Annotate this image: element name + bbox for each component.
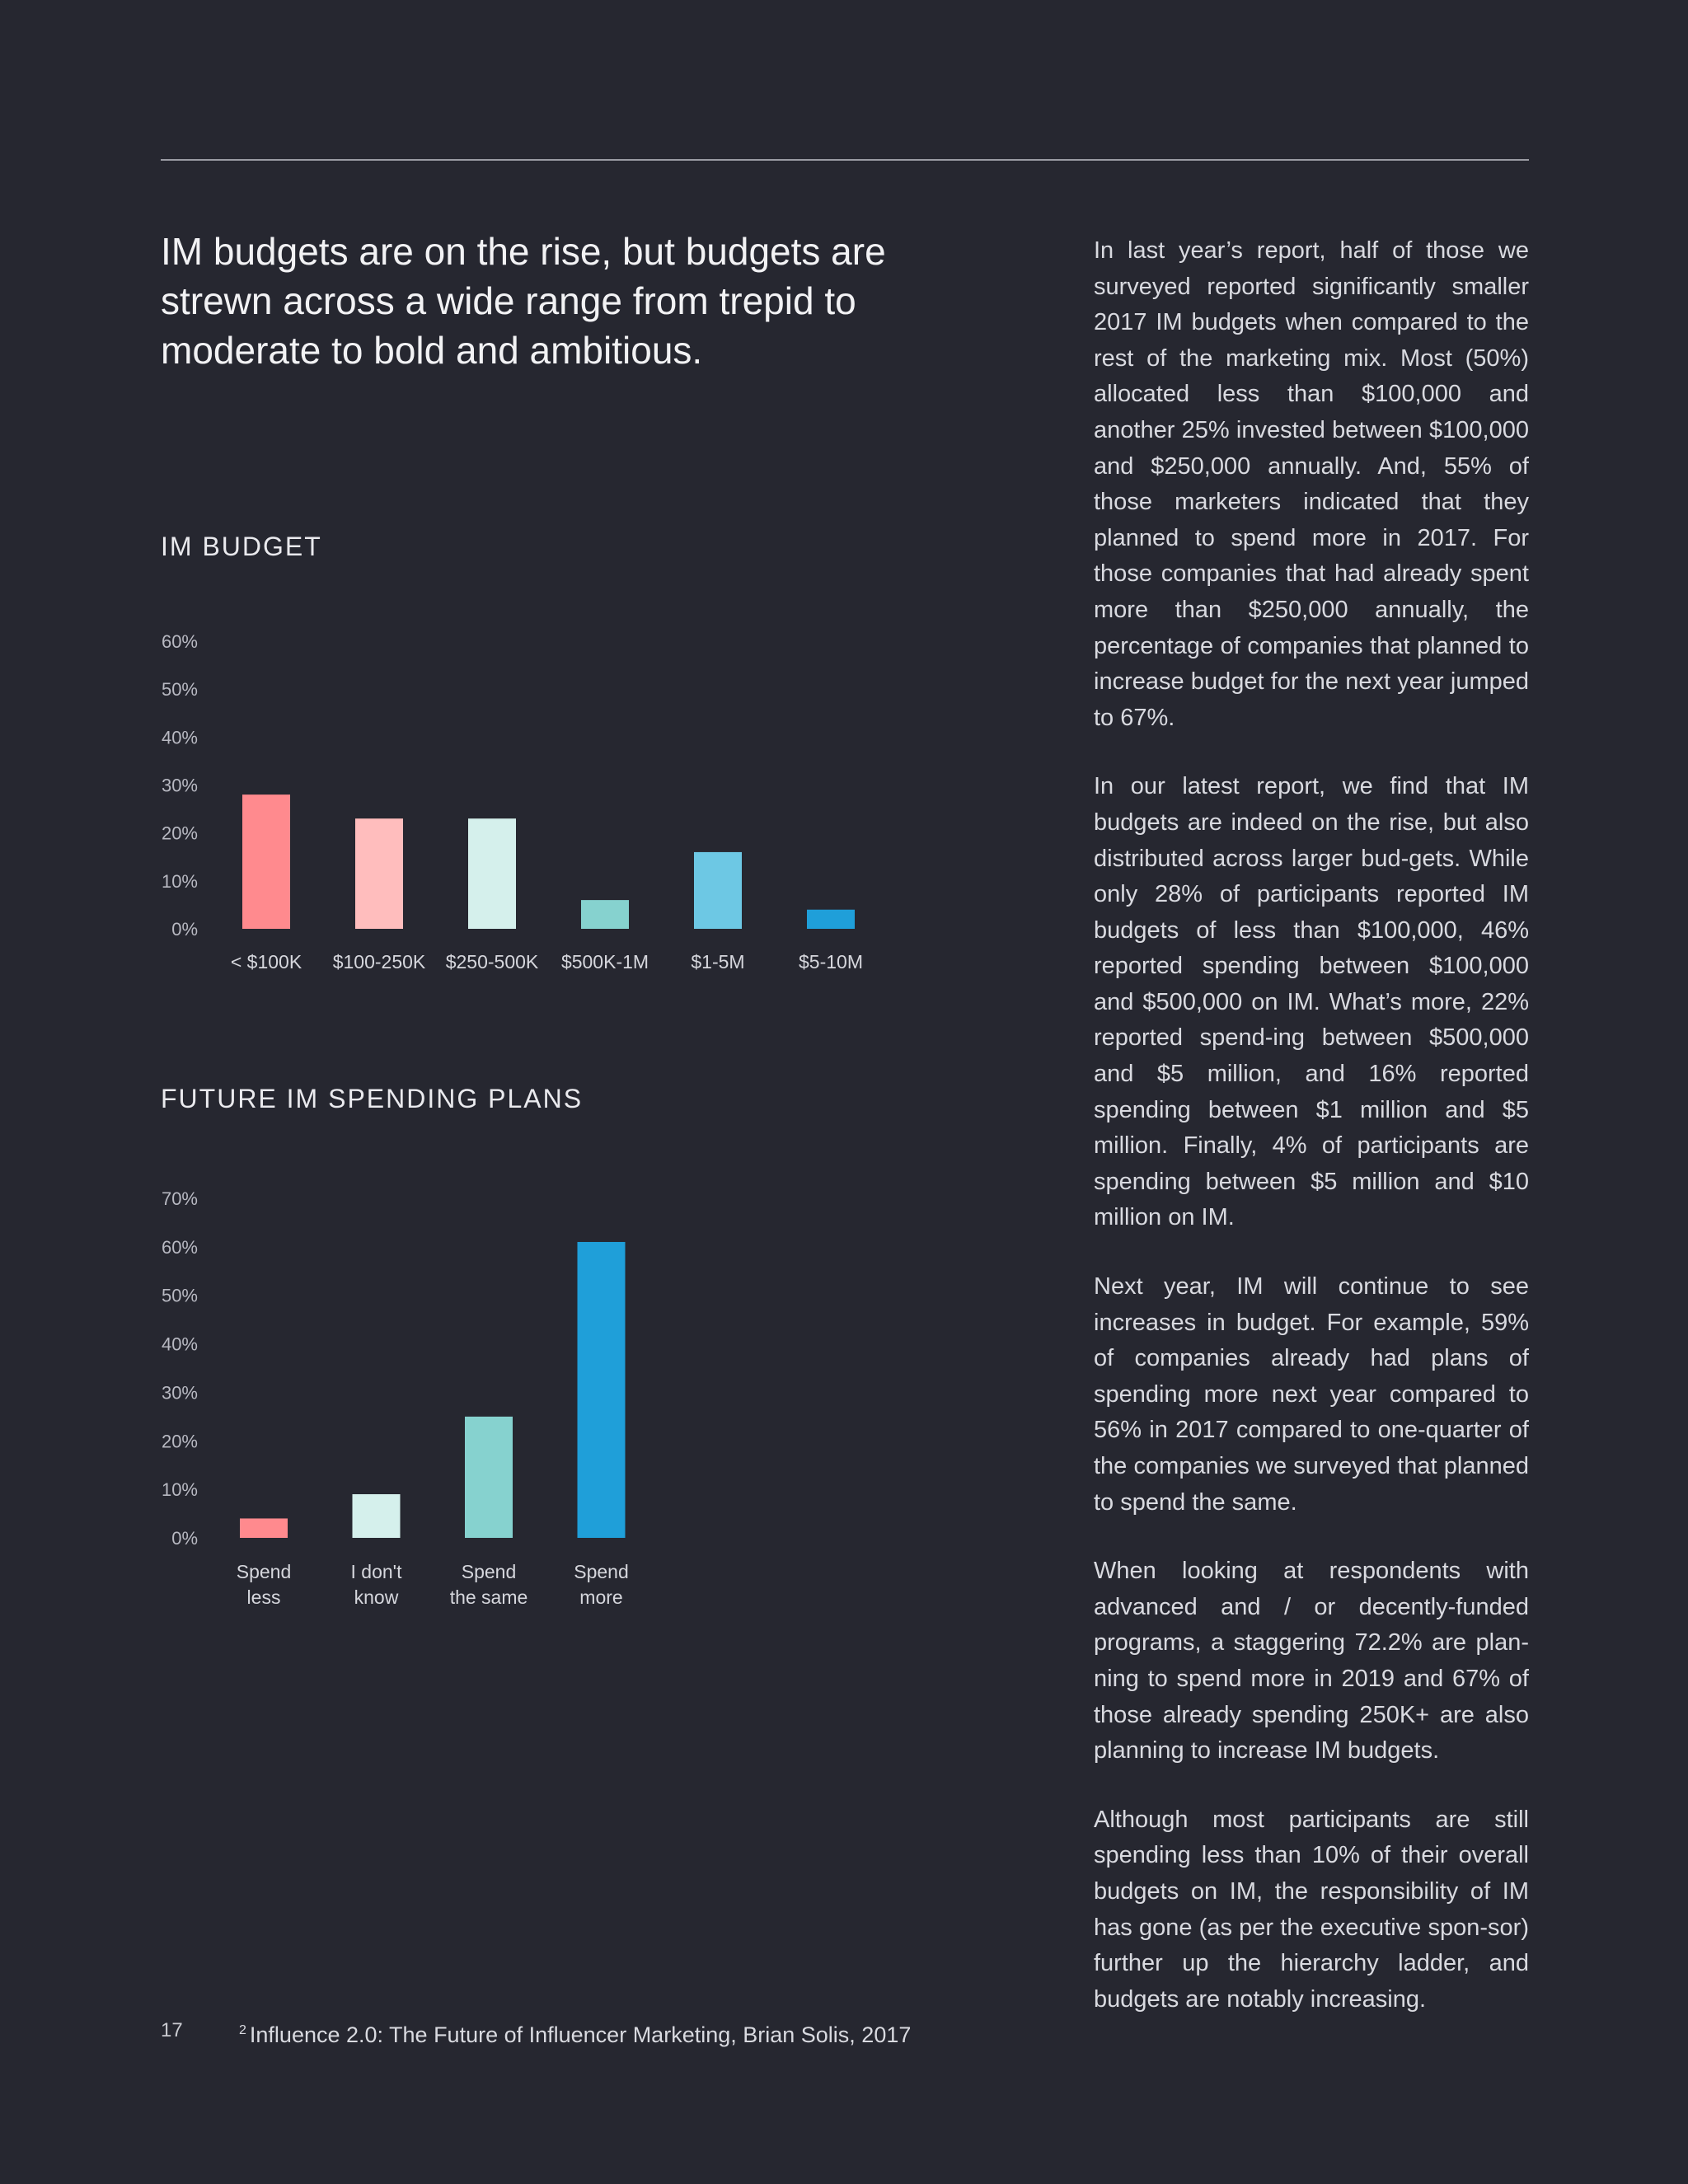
category-label: < $100K: [230, 951, 302, 972]
y-tick-label: 30%: [161, 1382, 198, 1404]
y-tick-label: 40%: [161, 1333, 198, 1355]
y-tick-label: 20%: [161, 823, 198, 844]
y-tick-label: 30%: [161, 775, 198, 796]
bar: [240, 1518, 288, 1538]
y-tick-label: 50%: [161, 679, 198, 701]
body-paragraph: Next year, IM will continue to see increases in budget. For example, 59% of companies already had plans of spending more next year compared to 56% in 2017 compared to one-quarter of the companies we surveyed that planned to spend the same.: [1094, 1273, 1529, 1516]
y-tick-label: 50%: [161, 1285, 198, 1306]
y-tick-label: 60%: [161, 1236, 198, 1258]
bar: [578, 1242, 626, 1538]
category-label: $250-500K: [445, 951, 539, 972]
body-paragraph: Although most participants are still spending less than 10% of their overall budgets on IM, the responsibility of IM has gone (as per the executive spon-sor) further up the hierarchy ladder, and budgets are notably increasing.: [1094, 1806, 1529, 2013]
category-label: Spend less: [236, 1561, 292, 1608]
y-tick-label: 40%: [161, 727, 198, 748]
body-paragraph: In last year’s report, half of those we surveyed reported significantly smaller 2017 IM budgets when compared to the rest of the marketing mix. Most (50%) allocated less than $100,000 and another 25% invested between $100,000 and $250,000 annually. And, 55% of those marketers indicated that they planned to spend more in 2017. For those companies that had already spent more than $250,000 annually, the percentage of companies that planned to increase budget for the next year jumped to 67%.: [1094, 237, 1529, 731]
body-paragraph: When looking at respondents with advanced and / or decently-funded programs, a staggering 72.2% are plan-ning to spend more in 2019 and 67% of those already spending 250K+ are also planning to increase IM budgets.: [1094, 1558, 1529, 1765]
y-tick-label: 0%: [171, 919, 198, 940]
bar: [353, 1494, 401, 1538]
body-paragraph: In our latest report, we find that IM budgets are indeed on the rise, but also distributed across larger bud-gets. While only 28% of participants reported IM budgets of less than $100,000, 46% reported spending between $100,000 and $500,000 on IM. What’s more, 22% reported spend-ing between $500,000 and $5 million, and 16% reported spending between $1 million and $5 million. Finally, 4% of participants are spending between $5 million and $10 million on IM.: [1094, 773, 1529, 1231]
y-tick-label: 10%: [161, 870, 198, 892]
chart-title-im-budget: IM BUDGET: [161, 532, 322, 561]
category-label: $100-250K: [332, 951, 426, 972]
headline: IM budgets are on the rise, but budgets are strewn across a wide range from trepid to moderate to bold and ambitious.: [161, 230, 886, 372]
footnote-text: Influence 2.0: The Future of Influencer Marketing, Brian Solis, 2017: [249, 2022, 912, 2047]
y-tick-label: 20%: [161, 1431, 198, 1452]
footnote-marker: 2: [239, 2023, 246, 2037]
chart-title-future-spending: FUTURE IM SPENDING PLANS: [161, 1084, 584, 1113]
y-tick-label: 0%: [171, 1528, 198, 1549]
y-tick-label: 60%: [161, 631, 198, 652]
category-label: Spend the same: [449, 1561, 528, 1608]
page-number: 17: [161, 2019, 183, 2041]
category-label: $1-5M: [691, 951, 745, 972]
footnote: [239, 2022, 911, 2048]
body-text: [1094, 233, 1529, 2050]
category-label: Spend more: [574, 1561, 629, 1608]
category-label: I don't know: [350, 1561, 402, 1608]
y-tick-label: 70%: [161, 1188, 198, 1209]
category-label: $5-10M: [799, 951, 863, 972]
bar: [465, 1417, 513, 1538]
category-label: $500K-1M: [560, 951, 649, 972]
y-tick-label: 10%: [161, 1479, 198, 1501]
